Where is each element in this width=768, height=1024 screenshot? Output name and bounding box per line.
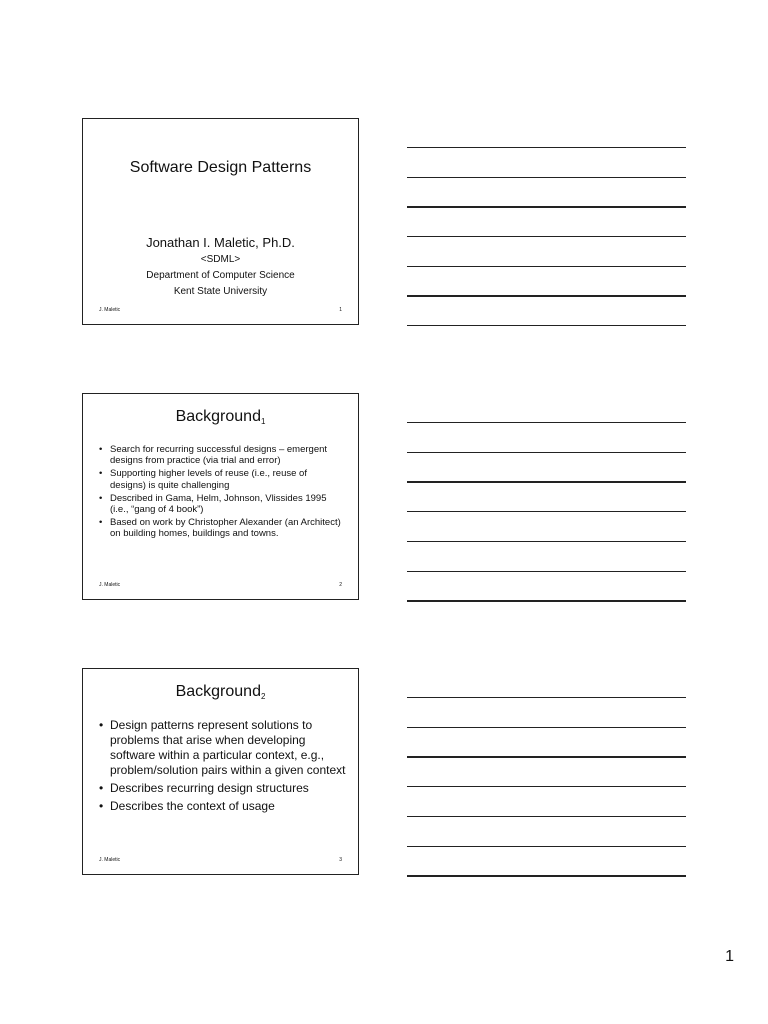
note-line [407, 452, 686, 453]
slide-1 [82, 118, 359, 325]
department: Department of Computer Science [146, 270, 295, 281]
note-line [407, 756, 686, 758]
slide-number: 2 [339, 582, 342, 588]
page-number: 1 [725, 948, 734, 965]
note-line [407, 511, 686, 512]
note-line [407, 846, 686, 847]
note-line [407, 697, 686, 698]
title-subscript: 2 [260, 692, 266, 701]
slide-2 [82, 393, 359, 600]
university: Kent State University [173, 286, 268, 297]
slide-title: Background$_1$ [175, 408, 266, 426]
note-line [407, 875, 686, 877]
note-line [407, 600, 686, 602]
note-line [407, 266, 686, 267]
note-line [407, 206, 686, 208]
note-line [407, 236, 686, 237]
group-tag: <SDML> [200, 254, 241, 265]
note-line [407, 422, 686, 423]
bullet-list [98, 444, 343, 542]
note-line [407, 481, 686, 483]
slide-title: Software Design Patterns [129, 159, 312, 176]
note-line [407, 295, 686, 297]
note-line [407, 177, 686, 178]
bullet-item: • Supporting higher levels of reuse (i.e., reuse of designs) is quite challenging [99, 468, 307, 491]
note-line [407, 147, 686, 148]
bullet-list [98, 718, 353, 817]
note-line [407, 786, 686, 787]
bullet-item: • Design patterns represent solutions to problems that arise when developing software within a particular context, e.g., problem/solution pairs within a given context [99, 718, 346, 777]
note-line [407, 727, 686, 728]
note-line [407, 325, 686, 326]
author-name: Jonathan I. Maletic, Ph.D. [146, 235, 295, 250]
bullet-item: • Search for recurring successful designs – emergent designs from practice (via trial and error) [99, 444, 328, 467]
slide-3 [82, 668, 359, 875]
bullet-item: • Describes the context of usage [99, 799, 275, 813]
bullet-item: • Described in Gama, Helm, Johnson, Vlissides 1995 (i.e., “gang of 4 book”) [99, 492, 327, 516]
bullet-item: • Based on work by Christopher Alexander (an Architect) on building homes, buildings and towns. [99, 517, 341, 540]
note-line [407, 571, 686, 572]
slide-title: Background$_2$ [175, 683, 266, 701]
title-subscript: 1 [260, 417, 266, 426]
slide-footer-author: J. Maletic [99, 857, 121, 863]
note-line [407, 816, 686, 817]
note-line [407, 541, 686, 542]
slide-footer-author: J. Maletic [99, 582, 121, 588]
bullet-item: • Describes recurring design structures [99, 781, 309, 795]
slide-number: 1 [339, 307, 342, 313]
slide-number: 3 [339, 857, 342, 863]
slide-footer-author: J. Maletic [99, 307, 121, 313]
